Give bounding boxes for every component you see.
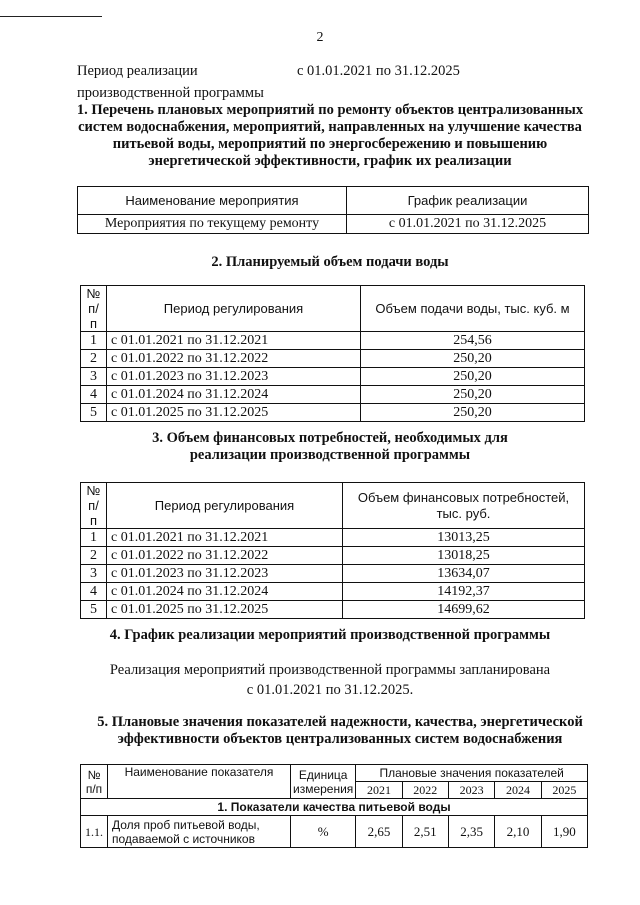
period-value: с 01.01.2021 по 31.12.2025 — [297, 63, 460, 79]
table-row — [81, 529, 585, 547]
section5-group-title: 1. Показатели качества питьевой воды — [81, 799, 588, 816]
section3-header-period: Период регулирования — [107, 483, 343, 529]
section2-header-period: Период регулирования — [107, 286, 361, 332]
section1-header-schedule: График реализации — [347, 187, 589, 215]
row-period: с 01.01.2024 по 31.12.2024 — [107, 583, 343, 601]
row-volume: 250,20 — [361, 350, 585, 368]
table-row — [81, 350, 585, 368]
page-number: 2 — [316, 30, 324, 45]
period-label: Период реализации производственной программы — [77, 63, 264, 101]
section1-cell-schedule: с 01.01.2021 по 31.12.2025 — [347, 215, 589, 234]
section5-year: 2024 — [495, 782, 541, 799]
table-row — [81, 547, 585, 565]
section4-text-line2: с 01.01.2021 по 31.12.2025. — [246, 682, 414, 698]
row-amount: 13634,07 — [343, 565, 585, 583]
table-row — [81, 386, 585, 404]
row-volume: 250,20 — [361, 404, 585, 422]
section3-header-num: № п/п — [81, 483, 107, 529]
row-value: 1,90 — [541, 816, 587, 848]
row-period: с 01.01.2024 по 31.12.2024 — [107, 386, 361, 404]
section2-header-num: № п/п — [81, 286, 107, 332]
row-volume: 250,20 — [361, 386, 585, 404]
section5-header-num: № п/п — [81, 765, 108, 799]
section2-header-volume: Объем подачи воды, тыс. куб. м — [361, 286, 585, 332]
section5-year: 2023 — [448, 782, 494, 799]
section3-title: 3. Объем финансовых потребностей, необходимых для реализации производственной программы — [152, 430, 508, 463]
section1-header-name: Наименование мероприятия — [78, 187, 347, 215]
row-number: 4 — [81, 583, 107, 601]
row-number: 2 — [81, 547, 107, 565]
row-volume: 250,20 — [361, 368, 585, 386]
row-number: 4 — [81, 386, 107, 404]
section2-table — [80, 285, 585, 422]
section4-title: 4. График реализации мероприятий производственной программы — [109, 627, 551, 643]
row-period: с 01.01.2023 по 31.12.2023 — [107, 368, 361, 386]
table-row — [81, 565, 585, 583]
row-value: 2,51 — [402, 816, 448, 848]
section4-text-line1: Реализация мероприятий производственной программы запланирована — [109, 662, 551, 678]
row-unit: % — [291, 816, 356, 848]
row-amount: 13013,25 — [343, 529, 585, 547]
row-number: 5 — [81, 601, 107, 619]
row-indicator-name: Доля проб питьевой воды, подаваемой с источников — [108, 816, 291, 848]
section1-cell-activity: Мероприятия по текущему ремонту — [78, 215, 347, 234]
table-row — [81, 368, 585, 386]
section5-header-unit: Единица измерения — [291, 765, 356, 799]
section1-title: 1. Перечень плановых мероприятий по ремонту объектов централизованных систем водоснабжения, мероприятий, направленных на улучшение качества питьевой воды, мероприятий по энергосбережению и повышению энергетической эффективности, график их реализации — [76, 102, 584, 169]
row-volume: 254,56 — [361, 332, 585, 350]
section5-year: 2022 — [402, 782, 448, 799]
table-row — [81, 332, 585, 350]
section1-table — [77, 186, 589, 234]
row-number: 2 — [81, 350, 107, 368]
row-period: с 01.01.2022 по 31.12.2022 — [107, 350, 361, 368]
top-left-rule — [0, 16, 102, 17]
table-row — [81, 816, 588, 848]
row-period: с 01.01.2022 по 31.12.2022 — [107, 547, 343, 565]
row-period: с 01.01.2021 по 31.12.2021 — [107, 332, 361, 350]
section3-table — [80, 482, 585, 619]
section4-text — [60, 660, 600, 700]
row-amount: 13018,25 — [343, 547, 585, 565]
row-number: 1 — [81, 332, 107, 350]
row-value: 2,35 — [448, 816, 494, 848]
row-number: 3 — [81, 368, 107, 386]
row-number: 1 — [81, 529, 107, 547]
section5-year: 2025 — [541, 782, 587, 799]
row-amount: 14192,37 — [343, 583, 585, 601]
section5-title: 5. Плановые значения показателей надежности, качества, энергетической эффективности объектов централизованных систем водоснабжения — [97, 714, 583, 747]
section5-header-planned: Плановые значения показателей — [356, 765, 588, 782]
row-number: 3 — [81, 565, 107, 583]
table-row — [81, 583, 585, 601]
section5-header-name: Наименование показателя — [108, 765, 291, 799]
row-number: 5 — [81, 404, 107, 422]
row-period: с 01.01.2025 по 31.12.2025 — [107, 404, 361, 422]
table-row — [78, 215, 589, 234]
section5-year: 2021 — [356, 782, 402, 799]
section2-title: 2. Планируемый объем подачи воды — [211, 254, 449, 270]
row-period: с 01.01.2023 по 31.12.2023 — [107, 565, 343, 583]
row-value: 2,10 — [495, 816, 541, 848]
section5-table — [80, 764, 588, 848]
row-amount: 14699,62 — [343, 601, 585, 619]
row-value: 2,65 — [356, 816, 402, 848]
row-period: с 01.01.2021 по 31.12.2021 — [107, 529, 343, 547]
row-number: 1.1. — [81, 816, 108, 848]
section3-header-finance: Объем финансовых потребностей, тыс. руб. — [343, 483, 585, 529]
table-row — [81, 404, 585, 422]
row-period: с 01.01.2025 по 31.12.2025 — [107, 601, 343, 619]
table-row — [81, 601, 585, 619]
